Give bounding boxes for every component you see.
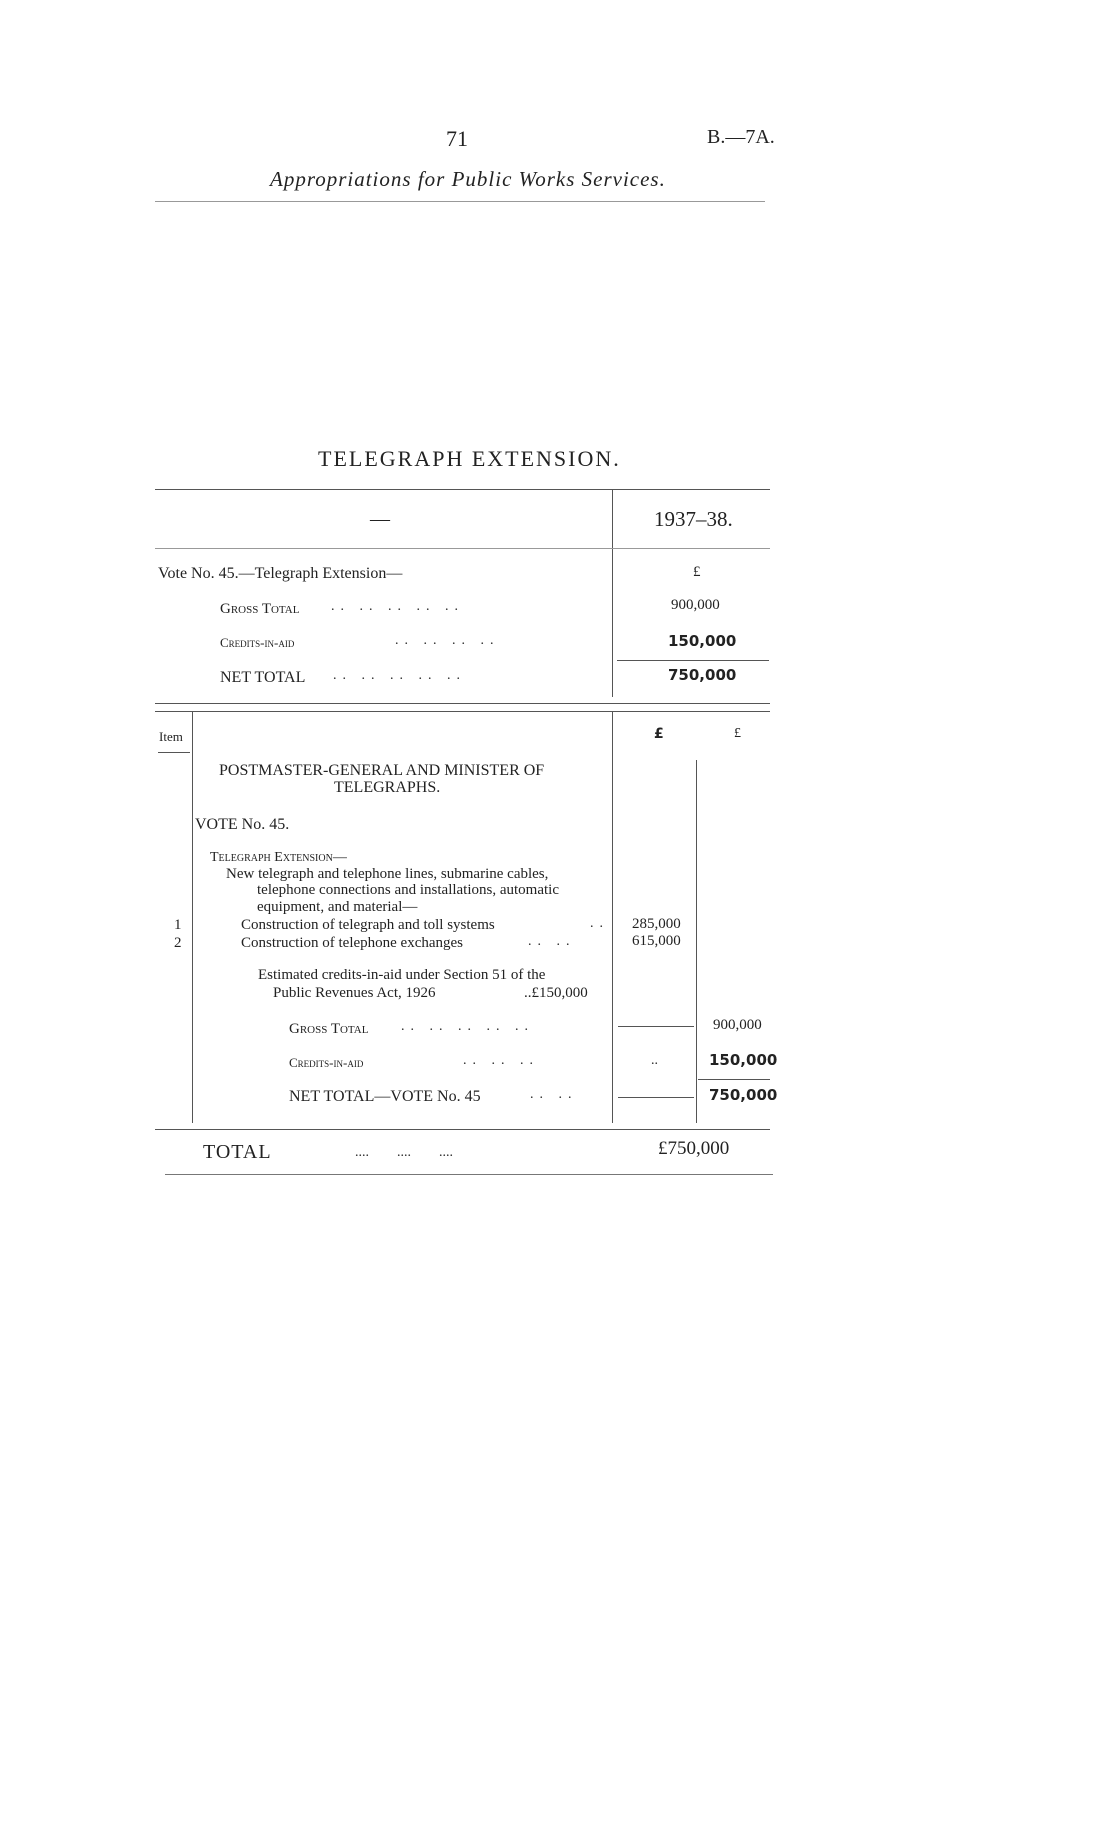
section-title: TELEGRAPH EXTENSION. [318, 446, 621, 471]
detail-credits-col1: .. [651, 1053, 658, 1068]
summary-credits-value: 150,000 [668, 632, 737, 650]
credits-note-line-1: Estimated credits-in-aid under Section 51 of the [258, 967, 546, 983]
summary-gross-total-label: Gross Total [220, 601, 300, 617]
item-1-number: 1 [174, 917, 182, 933]
detail-gross-total-dots: .. .. .. .. .. [401, 1019, 534, 1034]
item-2-amount: 615,000 [632, 933, 681, 949]
vote-label: Vote No. 45.—Telegraph Extension— [158, 565, 403, 582]
item-header-underline [158, 752, 190, 753]
description-line-3: equipment, and material— [257, 899, 418, 915]
item-2-number: 2 [174, 935, 182, 951]
gross-total-rule [618, 1026, 694, 1027]
detail-credits-label: Credits-in-aid [289, 1055, 364, 1070]
grand-total-label: TOTAL [203, 1141, 272, 1163]
summary-net-total-label: NET TOTAL [220, 669, 306, 686]
ministry-heading-line-1: POSTMASTER-GENERAL AND MINISTER OF [219, 762, 545, 779]
document-reference: B.—7A. [707, 126, 775, 148]
grand-total-value: £750,000 [658, 1138, 730, 1159]
page-number: 71 [446, 126, 468, 151]
detail-net-total-dots: .. .. [530, 1087, 578, 1102]
detail-item-column-divider [192, 711, 193, 1123]
detail-vote-heading: VOTE No. 45. [195, 816, 290, 833]
header-rule [155, 201, 765, 202]
detail-bottom-rule [155, 1129, 770, 1130]
item-2-dots: .. .. [528, 934, 576, 949]
credits-note-amount: ..£150,000 [524, 985, 588, 1001]
item-1-dots: .. [590, 916, 609, 931]
summary-column-dash: — [370, 508, 390, 530]
detail-credits-value: 150,000 [709, 1051, 778, 1069]
detail-gross-total-value: 900,000 [713, 1017, 762, 1033]
detail-credits-dots: .. .. .. [463, 1053, 539, 1068]
summary-net-total-dots: .. .. .. .. .. [333, 668, 466, 683]
net-total-rule [698, 1079, 770, 1080]
item-2-label: Construction of telephone exchanges [241, 935, 464, 951]
grand-total-dots: .... .... .... [355, 1145, 453, 1160]
detail-total-column-divider [696, 760, 697, 1123]
detail-gross-total-label: Gross Total [289, 1021, 369, 1037]
summary-column-divider [612, 489, 613, 697]
summary-bottom-rule [155, 703, 770, 704]
summary-currency: £ [693, 564, 701, 580]
summary-net-rule [617, 660, 769, 661]
ministry-heading-line-2: TELEGRAPHS. [334, 779, 441, 796]
detail-net-total-value: 750,000 [709, 1086, 778, 1104]
grand-total-rule [165, 1174, 773, 1175]
item-1-label: Construction of telegraph and toll systems [241, 917, 495, 933]
summary-credits-dots: .. .. .. .. [395, 633, 500, 648]
summary-top-rule [155, 489, 770, 490]
credits-note-line-2: Public Revenues Act, 1926 [273, 985, 436, 1001]
detail-top-rule [155, 711, 770, 712]
summary-gross-total-value: 900,000 [671, 597, 720, 613]
running-title: Appropriations for Public Works Services. [270, 167, 666, 191]
detail-currency-column-2: £ [734, 726, 741, 741]
detail-currency-column-1: £ [654, 726, 664, 742]
detail-net-total-label: NET TOTAL—VOTE No. 45 [289, 1088, 481, 1105]
detail-subhead: Telegraph Extension— [210, 850, 347, 865]
summary-net-total-value: 750,000 [668, 666, 737, 684]
description-line-2: telephone connections and installations, automatic [257, 882, 559, 898]
item-header: Item [159, 729, 183, 744]
summary-credits-label: Credits-in-aid [220, 635, 295, 650]
summary-header-rule [155, 548, 770, 549]
summary-year-header: 1937–38. [654, 507, 733, 531]
detail-amount-column-divider [612, 711, 613, 1123]
net-total-col1-rule [618, 1097, 694, 1098]
item-1-amount: 285,000 [632, 916, 681, 932]
description-line-1: New telegraph and telephone lines, submarine cables, [226, 866, 549, 882]
summary-gross-total-dots: .. .. .. .. .. [331, 599, 464, 614]
